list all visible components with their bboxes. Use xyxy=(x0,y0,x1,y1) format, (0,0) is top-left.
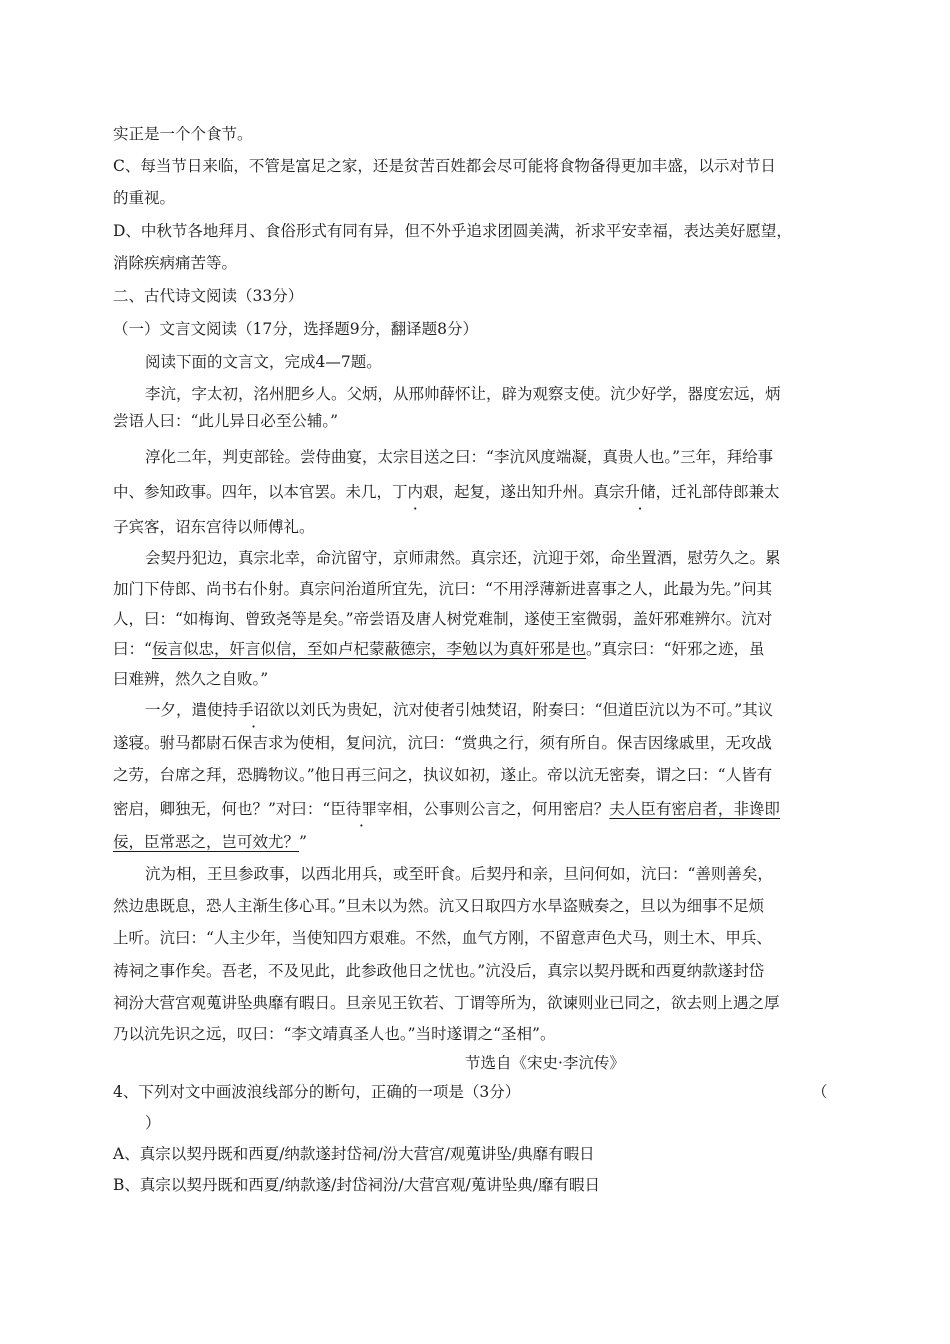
option-c-line: C、每当节日来临，不管是富足之家，还是贫苦百姓都会尽可能将食物备得更加丰盛，以示对节日 xyxy=(113,157,776,175)
passage-line: 祠汾大营宫观蒐讲坠典靡有暇日。旦亲见王钦若、丁谓等所为，欲谏则业已同之，欲去则上遇之厚 xyxy=(113,994,780,1012)
passage-line: 祷祠之事作矣。吾老，不及见此，此参政他日之忧也。”沆没后，真宗以契丹既和西夏纳款遂封岱 xyxy=(113,962,765,980)
dotted-term: 待罪 xyxy=(345,800,377,818)
passage-line: 佞，臣常恶之，岂可效尤？” xyxy=(113,833,307,851)
passage-line: 上听。沆曰：“人主少年，当使知四方艰难。不然，血气方刚，不留意声色犬马，则土木、甲兵、 xyxy=(113,929,772,947)
subsection-heading: （一）文言文阅读（17分，选择题9分，翻译题8分） xyxy=(113,320,478,338)
passage-line: 加门下侍郎、尚书右仆射。真宗问治道所宜先，沆曰：“不用浮薄新进喜事之人，此最为先。”问其 xyxy=(113,580,773,598)
passage-line: 一夕，遣使持手诏欲以刘氏为贵妃，沆对使者引烛焚诏，附奏曰：“但道臣沆以为不可。”其议 xyxy=(145,701,774,719)
option-d-line: D、中秋节各地拜月、食俗形式有同有异，但不外乎追求团圆美满，祈求平安幸福，表达美好愿望， xyxy=(113,222,792,240)
question-4: 4、下列对文中画波浪线部分的断句，正确的一项是（3分） xyxy=(113,1083,521,1101)
passage-line: 中、参知政事。四年，以本官罢。未几，丁内艰，起复，遂出知升州。真宗升储，迁礼部侍郎兼太 xyxy=(113,483,780,501)
passage-line: 然边患既息，恐人主渐生侈心耳。”旦未以为然。沆又日取四方水旱盗贼奏之，旦以为细事不足烦 xyxy=(113,897,765,915)
underlined-sentence: 夫人臣有密启者，非谗即 xyxy=(609,800,780,818)
section-heading: 二、古代诗文阅读（33分） xyxy=(113,287,304,305)
dotted-term: 丁内艰 xyxy=(392,483,439,501)
passage-line: 会契丹犯边，真宗北幸，命沆留守，京师肃然。真宗还，沆迎于郊，命坐置酒，慰劳久之。累 xyxy=(145,549,781,567)
text-line: 实正是一个个食节。 xyxy=(113,125,253,143)
text-line: 消除疾病痛苦等。 xyxy=(113,254,238,272)
underlined-sentence: 佞，臣常恶之，岂可效尤？ xyxy=(113,833,300,851)
passage-line: 沆为相，王旦参政事，以西北用兵，或至旰食。后契丹和亲，旦问何如，沆曰：“善则善矣， xyxy=(145,865,773,883)
passage-line: 子宾客，诏东宫待以师傅礼。 xyxy=(113,518,315,536)
passage-line: 尝语人曰：“此儿异日必至公辅。” xyxy=(113,412,339,430)
answer-paren-open: （ xyxy=(812,1083,828,1101)
text-line: 的重视。 xyxy=(113,189,176,207)
passage-line: 曰：“佞言似忠，奸言似信，至如卢杞蒙蔽德宗，李勉以为真奸邪是也。”真宗曰：“奸邪之迹，虽 xyxy=(113,640,765,658)
dotted-term: 升储 xyxy=(624,483,656,501)
passage-line: 密启，卿独无，何也？”对曰：“臣待罪宰相，公事则公言之，何用密启？夫人臣有密启者，非谗即 xyxy=(113,800,780,818)
option-a: A、真宗以契丹既和西夏/纳款遂封岱祠/汾大营宫/观蒐讲坠/典靡有暇日 xyxy=(113,1145,595,1163)
option-b: B、真宗以契丹既和西夏/纳款遂/封岱祠汾/大营宫观/蒐讲坠典/靡有暇日 xyxy=(113,1176,601,1194)
answer-paren-close: ） xyxy=(145,1114,161,1132)
passage-line: 曰难辨，然久之自败。” xyxy=(113,670,269,688)
passage-line: 遂寝。驸马都尉石保吉求为使相，复问沆，沆曰：“赏典之行，须有所自。保吉因缘戚里，无攻战 xyxy=(113,734,772,752)
source-citation: 节选自《宋史·李沆传》 xyxy=(465,1054,625,1072)
passage-line: 李沆，字太初，洺州肥乡人。父炳，从邢帅薛怀让，辟为观察支使。沆少好学，器度宏远，炳 xyxy=(145,385,781,403)
dotted-term: 手诏 xyxy=(238,701,270,719)
instruction-line: 阅读下面的文言文，完成4—7题。 xyxy=(145,353,382,371)
passage-line: 乃以沆先识之远，叹曰：“李文靖真圣人也。”当时遂谓之“圣相”。 xyxy=(113,1025,556,1043)
underlined-sentence: 佞言似忠，奸言似信，至如卢杞蒙蔽德宗，李勉以为真奸邪是也 xyxy=(151,640,586,658)
passage-line: 淳化二年，判吏部铨。尝侍曲宴，太宗目送之曰：“李沆风度端凝，真贵人也。”三年，拜给事 xyxy=(145,448,774,466)
passage-line: 人，曰：“如梅询、曾致尧等是矣。”帝尝语及唐人树党难制，遂使王室微弱，盖奸邪难辨尔。沆对 xyxy=(113,610,773,628)
passage-line: 之劳，台席之拜，恐腾物议。”他日再三问之，执议如初，遂止。帝以沆无密奏，谓之曰：“人皆有 xyxy=(113,766,773,784)
